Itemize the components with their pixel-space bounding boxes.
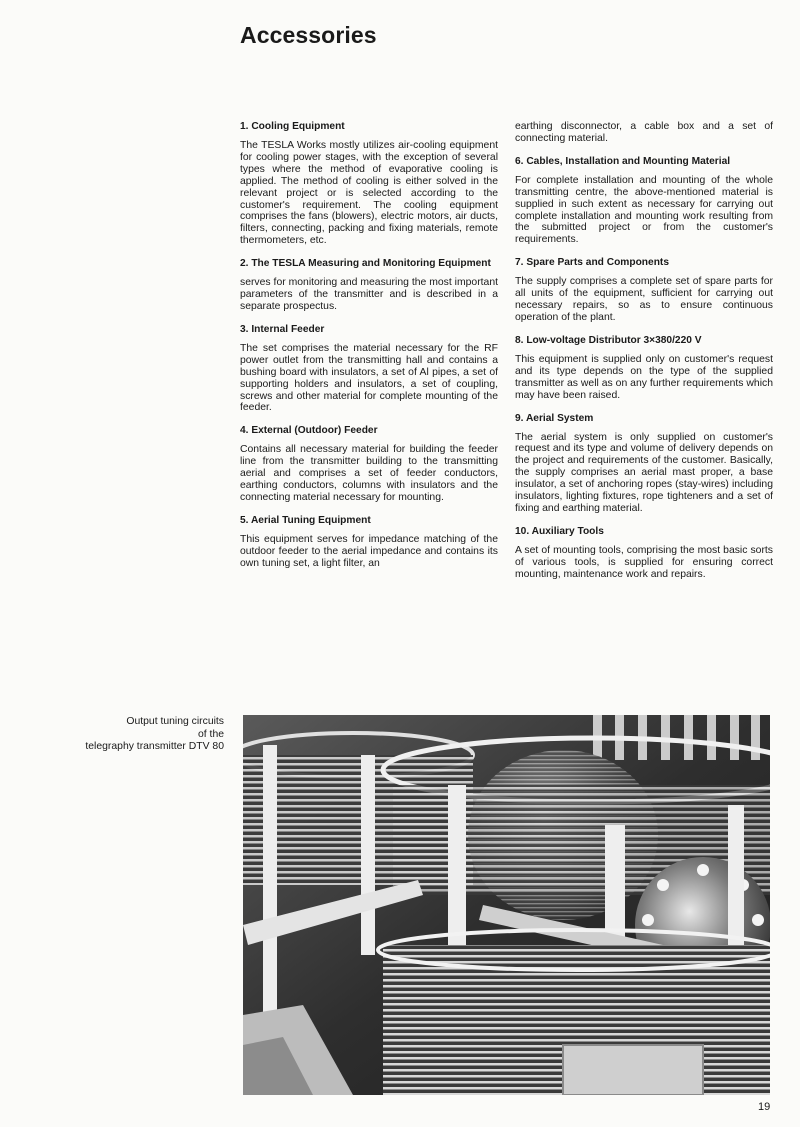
section-external-feeder	[240, 425, 498, 504]
section-heading: 8. Low-voltage Distributor 3×380/220 V	[515, 334, 702, 346]
section-body: A set of mounting tools, comprising the most basic sorts of various tools, is supplied for ensuring correct mounting, maintenance work and repairs.	[515, 544, 773, 580]
section-measuring-monitoring	[240, 258, 498, 313]
section-aerial-tuning	[240, 515, 498, 570]
section-cables-installation	[515, 156, 773, 246]
left-text-column	[240, 121, 498, 581]
section-heading: 1. Cooling Equipment	[240, 121, 345, 132]
section-body: Contains all necessary material for building the feeder line from the transmitter building to the transmitting aerial and comprises a set of feeder conductors, earthing conductors, columns with insulators and the connecting material necessary for mounting.	[240, 444, 498, 503]
section-body: The supply comprises a complete set of spare parts for all units of the equipment, sufficient for carrying out necessary repairs, so as to ensure continuous operation of the plant.	[515, 276, 773, 323]
section-body: The TESLA Works mostly utilizes air-cooling equipment for cooling power stages, with the exception of several types where the method of evaporative cooling is applied. The method of cooling is either solved in the relevant project or is selected according to the customer's requirement. The cooling equipment comprises the fans (blowers), electric motors, air ducts, filters, connecting, packing and fixing materials, remote thermometers, etc.	[240, 140, 498, 247]
section-low-voltage-distributor	[515, 335, 773, 402]
tuning-circuits-photo	[243, 715, 770, 1095]
section-heading: 5. Aerial Tuning Equipment	[240, 514, 371, 526]
right-text-column	[515, 121, 773, 592]
section-spare-parts	[515, 257, 773, 324]
section-body: The aerial system is only supplied on customer's request and its type and volume of delivery depends on the project and requirements of the customer. Basically, the supply comprises an aerial mast proper, a base insulator, a set of anchoring ropes (stay-wires) including insulators, lighting fixtures, rope tighteners and a set of fixing and earthing material.	[515, 431, 773, 514]
section-aerial-system	[515, 413, 773, 515]
section-body: serves for monitoring and measuring the most important parameters of the transmitter and is described in a separate prospectus.	[240, 277, 498, 312]
section-body: This equipment is supplied only on customer's request and its type depends on the type of the supplied transmitter as well as on any further requirements which may have been raised.	[515, 353, 773, 401]
section-body: For complete installation and mounting of the whole transmitting centre, the above-mentioned material is supplied in such extent as necessary for carrying out complete installation and mounting work resulting from the submitted project or from the customer's requirements.	[515, 174, 773, 246]
section-heading: 2. The TESLA Measuring and Monitoring Equipment	[240, 258, 491, 270]
page-number: 19	[758, 1101, 771, 1113]
section-cooling-equipment	[240, 121, 498, 247]
continued-text: earthing disconnector, a cable box and a set of connecting material.	[515, 121, 773, 144]
section-body: This equipment serves for impedance matching of the outdoor feeder to the aerial impedance and contains its own tuning set, a light filter, an	[240, 533, 498, 569]
section-heading: 7. Spare Parts and Components	[515, 257, 669, 269]
section-heading: 9. Aerial System	[515, 412, 594, 424]
caption-line: of the	[198, 728, 224, 740]
caption-line: Output tuning circuits	[126, 716, 224, 727]
section-heading: 4. External (Outdoor) Feeder	[240, 425, 378, 437]
section-body: The set comprises the material necessary for the RF power outlet from the transmitting hall and contains a bushing board with insulators, a set of Al pipes, a set of supporting holders and insulators, a set of coupling, screws and other material for complete mounting of the feeder.	[240, 342, 498, 414]
section-heading: 10. Auxiliary Tools	[515, 525, 604, 537]
page-title: Accessories	[240, 22, 377, 48]
section-heading: 3. Internal Feeder	[240, 323, 325, 335]
caption-line: telegraphy transmitter DTV 80	[85, 741, 224, 752]
section-auxiliary-tools	[515, 526, 773, 581]
section-internal-feeder	[240, 324, 498, 414]
figure-caption	[60, 716, 224, 754]
section-heading: 6. Cables, Installation and Mounting Material	[515, 155, 731, 167]
